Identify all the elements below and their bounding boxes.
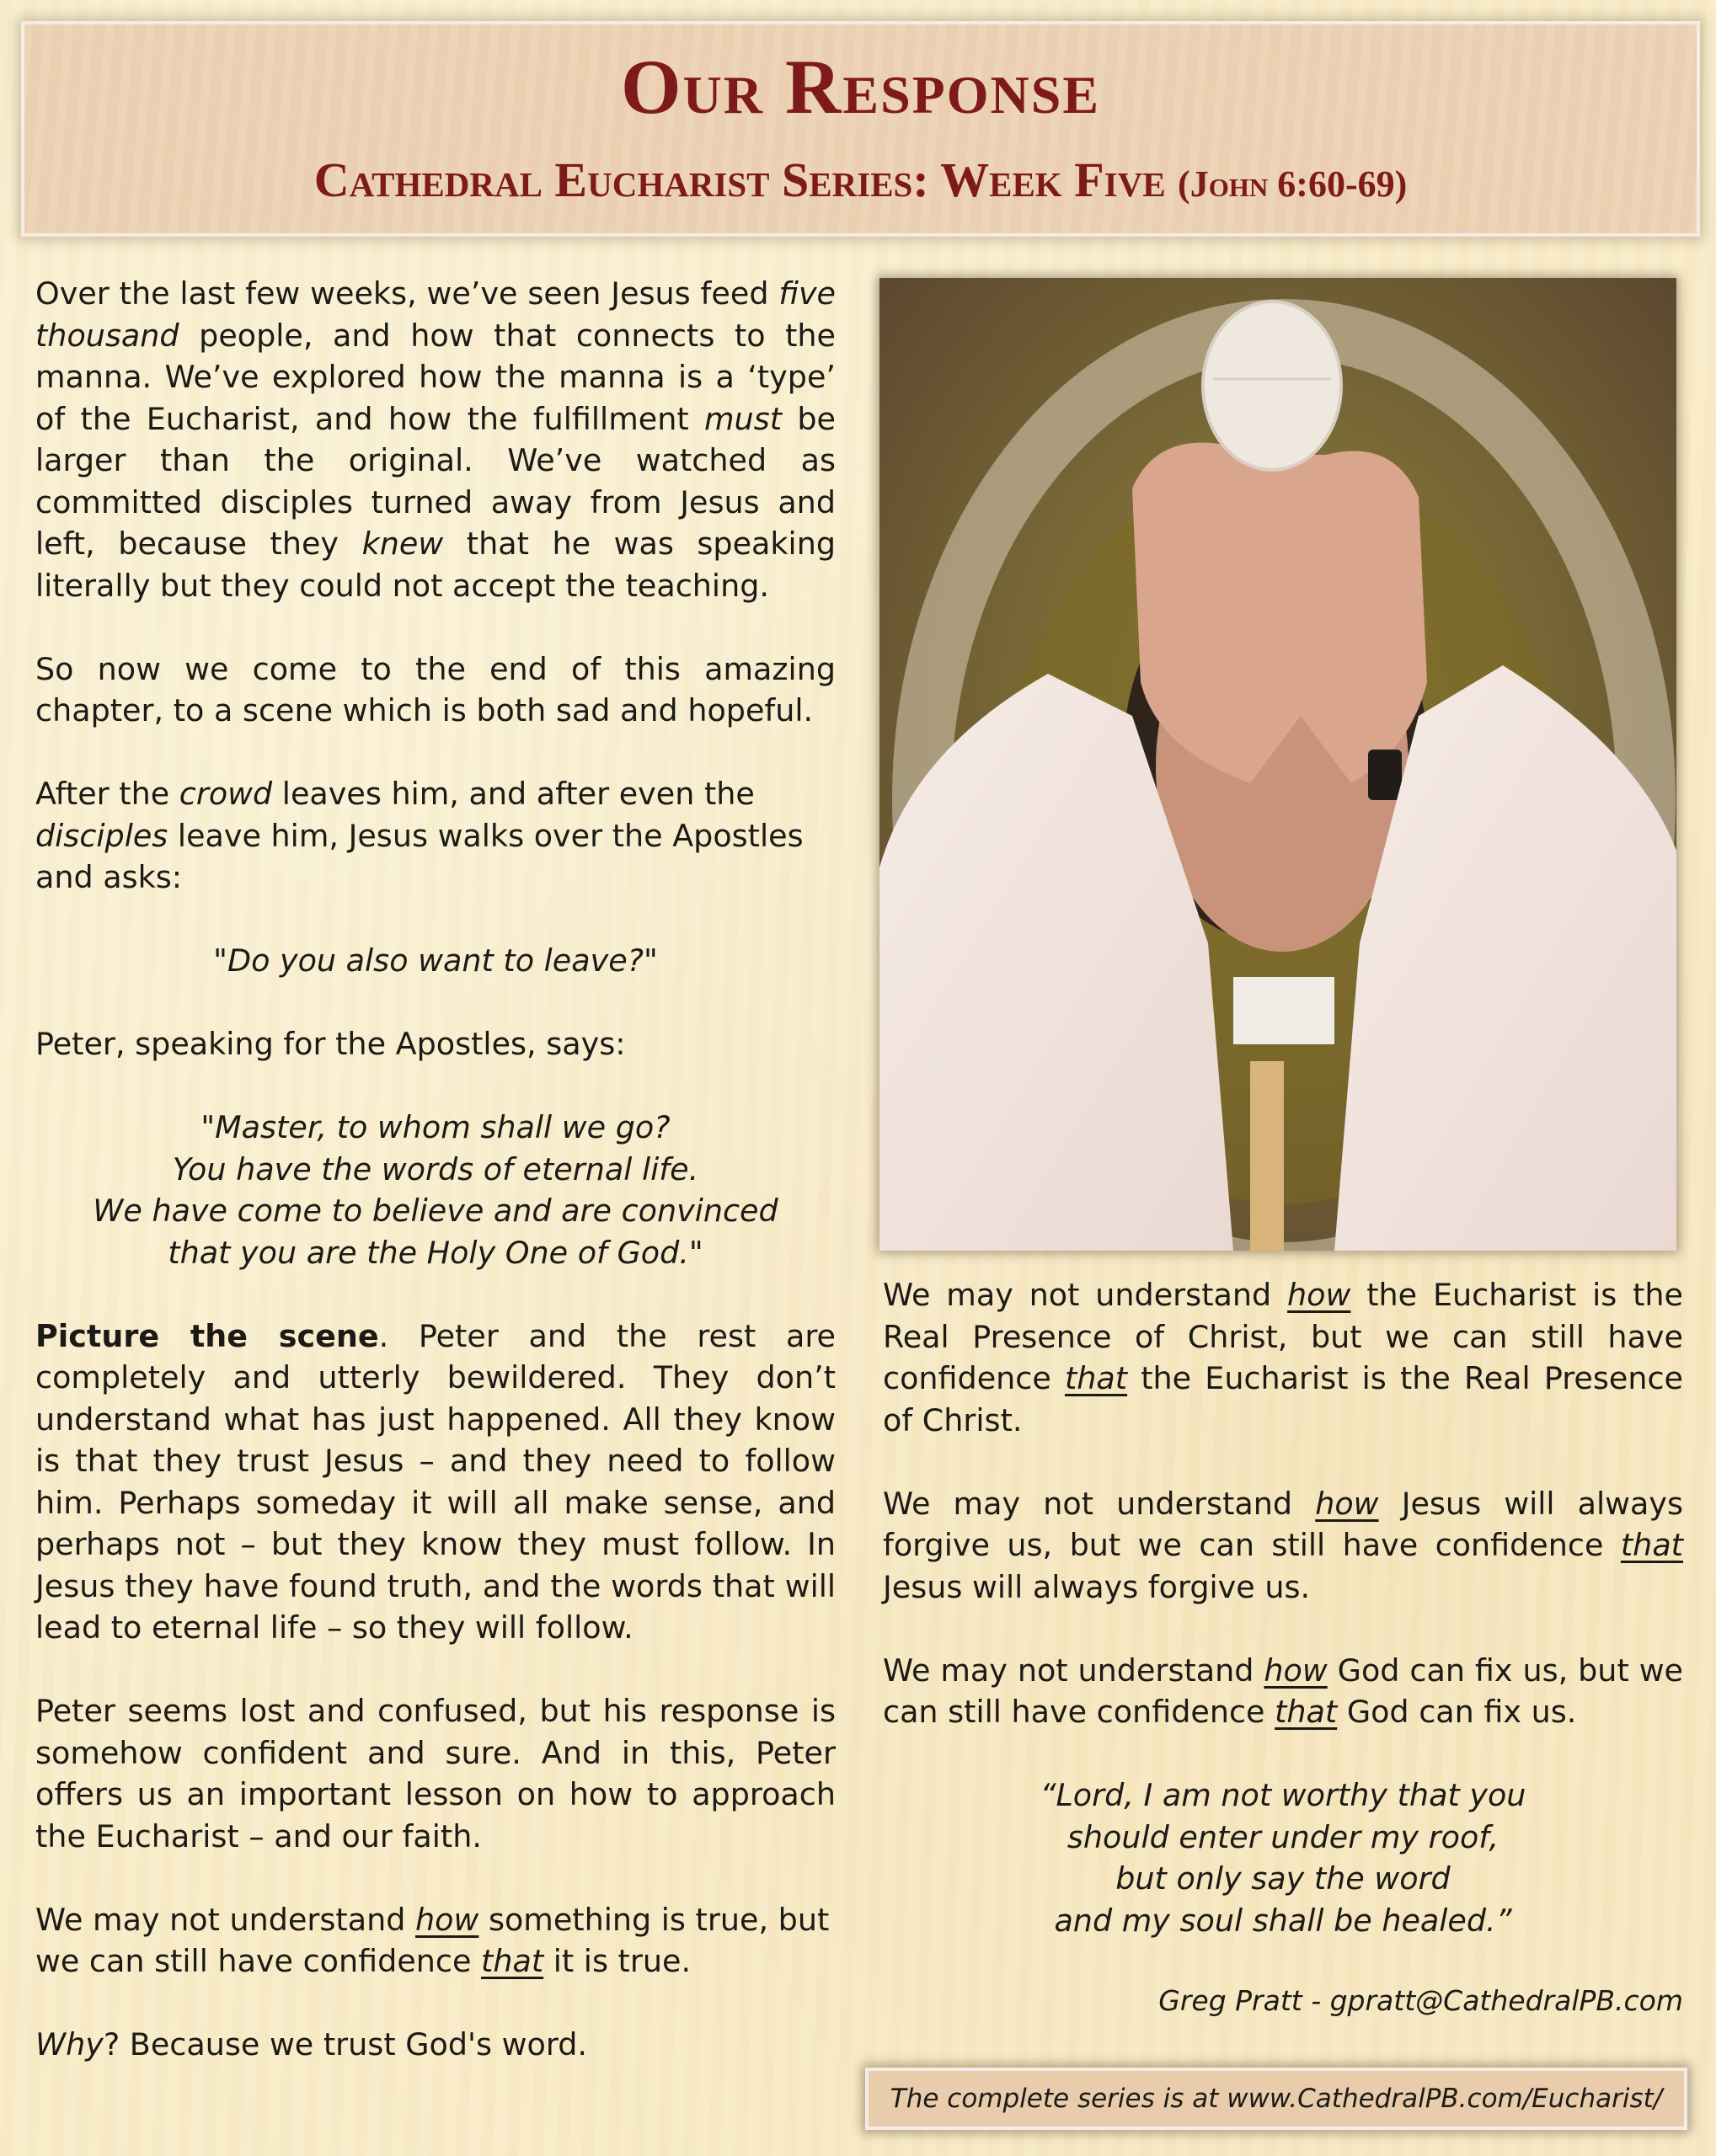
emphasis-that: that	[1275, 1694, 1338, 1730]
header-banner	[21, 21, 1700, 237]
emphasis-how: how	[1315, 1485, 1379, 1522]
text: We may not understand	[883, 1485, 1316, 1522]
text: leave him, Jesus walks over the Apostles and asks:	[35, 817, 804, 895]
text: We may not understand	[883, 1652, 1264, 1689]
series-subtitle	[24, 152, 1697, 207]
right-column	[883, 1274, 1683, 2063]
emphasis: knew	[361, 526, 444, 562]
quote-line: and my soul shall be healed.”	[1054, 1902, 1512, 1939]
text: God can fix us.	[1337, 1694, 1577, 1730]
quote-line: should enter under my roof,	[1066, 1818, 1499, 1855]
emphasis-that: that	[1620, 1527, 1683, 1563]
left-column	[35, 273, 836, 2107]
emphasis-how: how	[415, 1901, 479, 1938]
text: Over the last few weeks, we’ve seen Jesus feed	[35, 275, 779, 312]
paragraph-picture-scene	[35, 1315, 836, 1649]
text: be larger than the original. We’ve watched as committed disciples turned away from Jesus and left, because they	[35, 400, 836, 562]
emphasis: Why	[35, 2026, 104, 2063]
series-name: Cathedral Eucharist Series: Week Five	[313, 152, 1166, 207]
stole	[1250, 1061, 1284, 1251]
text: ? Because we trust God's word.	[103, 2026, 587, 2063]
bold-lead: Picture the scene	[35, 1317, 379, 1354]
text: Jesus will always forgive us.	[883, 1568, 1311, 1605]
paragraph-why	[35, 2024, 836, 2066]
series-link-banner[interactable]	[865, 2068, 1687, 2130]
scripture-reference: (John 6:60-69)	[1178, 163, 1408, 205]
watch	[1368, 750, 1402, 800]
paragraph-fix-us	[883, 1650, 1683, 1733]
eucharist-elevation-photo	[879, 278, 1676, 1251]
emphasis: disciples	[35, 817, 168, 854]
text: something is true, but we can still have confidence	[35, 1901, 830, 1979]
quote-jesus: "Do you also want to leave?"	[213, 942, 658, 979]
quote-lord-not-worthy	[883, 1774, 1683, 1941]
text: that he was speaking literally but they could not accept the teaching.	[35, 526, 836, 604]
quote-peter	[35, 1107, 836, 1273]
paragraph-chapter-end: So now we come to the end of this amazing chapter, to a scene which is both sad and hopeful.	[35, 650, 836, 728]
series-link-text[interactable]: The complete series is at www.CathedralPB.com/Eucharist/	[890, 2084, 1663, 2114]
paragraph-intro	[35, 273, 836, 606]
text: We may not understand	[35, 1901, 416, 1938]
quote-line: “Lord, I am not worthy that you	[1040, 1777, 1526, 1813]
emphasis: five thousand	[35, 275, 836, 354]
emphasis-how: how	[1287, 1277, 1351, 1313]
page-title: Our Response	[620, 44, 1101, 130]
quote-line: that you are the Holy One of God."	[168, 1234, 703, 1271]
text: leaves him, and after even the	[272, 776, 755, 812]
text: After the	[35, 776, 179, 812]
text: God can fix us, but we can still have confidence	[883, 1652, 1684, 1730]
text: the Eucharist is the Real Presence of Christ, but we can still have confidence	[883, 1277, 1684, 1396]
hands	[1132, 443, 1427, 783]
quote-line: You have the words of eternal life.	[172, 1150, 699, 1187]
paragraph-crowd-leaves	[35, 773, 836, 899]
text: We may not understand	[883, 1277, 1288, 1313]
text: the Eucharist is the Real Presence of Christ.	[883, 1360, 1683, 1438]
text: people, and how that connects to the manna. We’ve explored how the manna is a ‘type’ of the Eucharist, and how the fulfillment	[35, 317, 836, 437]
text: Jesus will always forgive us, but we can still have confidence	[883, 1485, 1684, 1563]
author-signature[interactable]: Greg Pratt - gpratt@CathedralPB.com	[1158, 1983, 1683, 2017]
emphasis-that: that	[1064, 1360, 1128, 1396]
paragraph-how-that	[35, 1899, 836, 1983]
photo-illustration	[879, 278, 1676, 1251]
emphasis: crowd	[179, 776, 273, 812]
collar	[1233, 977, 1334, 1044]
quote-line: We have come to believe and are convinced	[93, 1193, 778, 1229]
text: . Peter and the rest are completely and utterly bewildered. They don’t understand what has just happened. All they know is that they trust Jesus – and they need to follow him. Perhaps someday it will all make sense, and perhaps not – but they know they must follow. In Jesus they have found truth, and the words that will lead to eternal life – so they will follow.	[35, 1317, 837, 1646]
host	[1203, 302, 1341, 470]
quote-line: but only say the word	[1115, 1860, 1451, 1897]
paragraph-peter-says: Peter, speaking for the Apostles, says:	[35, 1026, 626, 1062]
emphasis-how: how	[1264, 1652, 1328, 1689]
paragraph-forgive	[883, 1483, 1683, 1609]
paragraph-real-presence	[883, 1274, 1683, 1441]
text: it is true.	[543, 1943, 692, 1979]
quote-line: "Master, to whom shall we go?	[200, 1109, 671, 1145]
emphasis-that: that	[481, 1943, 544, 1979]
paragraph-peter-lesson: Peter seems lost and confused, but his response is somehow confident and sure. And in this, Peter offers us an important lesson on how to approach the Eucharist – and our faith.	[35, 1693, 836, 1854]
emphasis: must	[704, 400, 783, 437]
